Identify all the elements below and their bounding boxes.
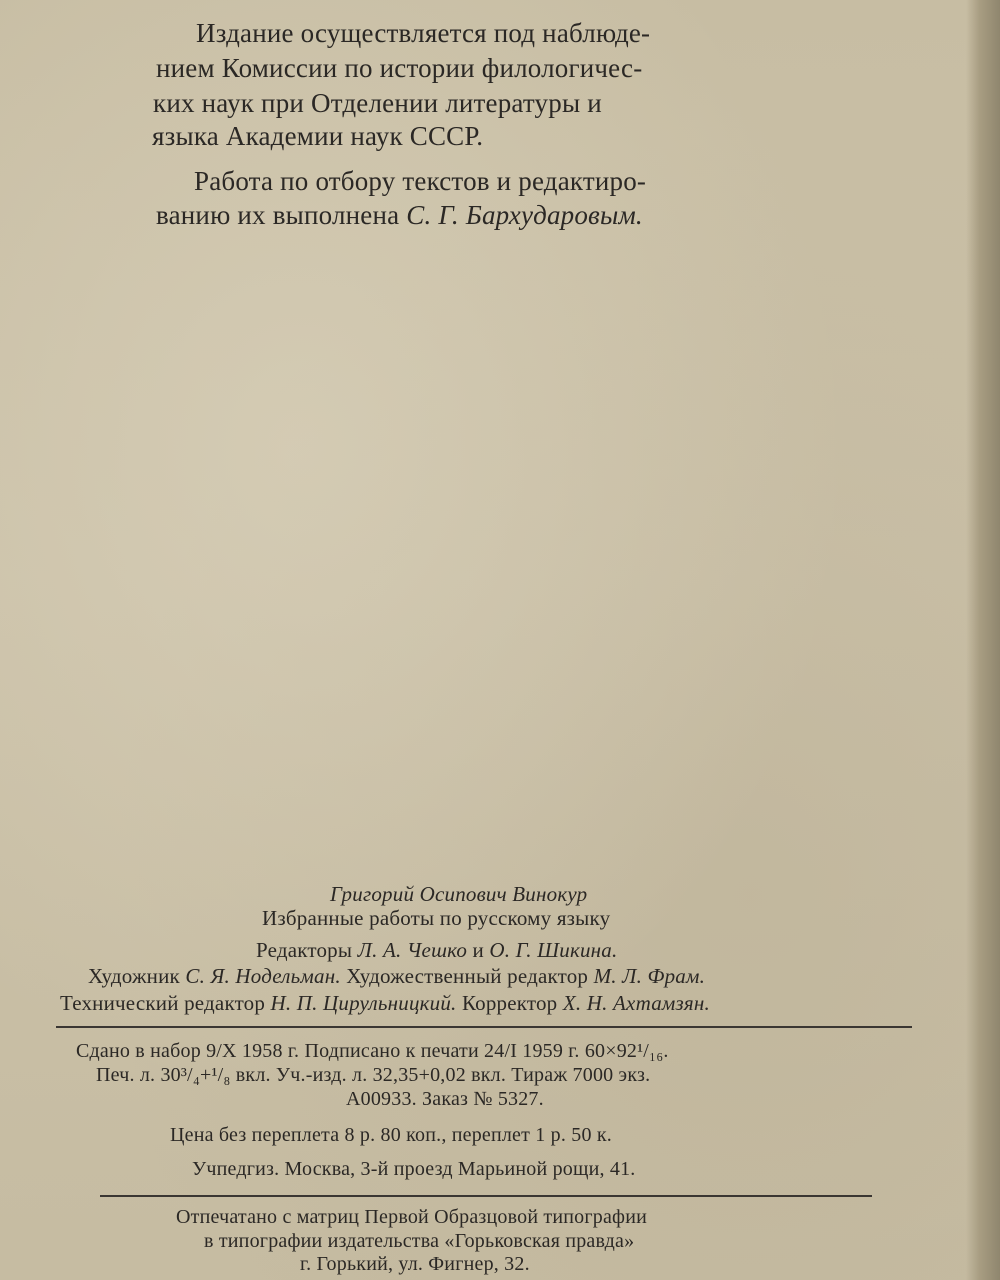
tech-editor-label: Технический редактор: [60, 991, 271, 1015]
printer-line-3: г. Горький, ул. Фигнер, 32.: [300, 1253, 530, 1275]
tech-editor-name: Н. П. Цирульницкий.: [270, 991, 457, 1015]
imprint-line-3: А00933. Заказ № 5327.: [346, 1088, 544, 1110]
corrector-label: Корректор: [456, 991, 563, 1015]
notice-line-4: языка Академии наук СССР.: [152, 121, 484, 151]
notice-line-2: нием Комиссии по истории филологичес-: [156, 53, 643, 83]
artist-label: Художник: [88, 964, 186, 988]
divider-top: [56, 1026, 912, 1028]
page-edge-shadow: [966, 0, 1000, 1280]
compiler-name: С. Г. Бархударовым.: [406, 200, 643, 230]
imprint-line-2: Печ. л. 30³/₄+¹/₈ вкл. Уч.-изд. л. 32,35+0,02 вкл. Тираж 7000 экз.: [96, 1064, 651, 1086]
corrector-name: Х. Н. Ахтамзян.: [562, 991, 710, 1015]
editors-line: [256, 938, 617, 963]
author-name: Григорий Осипович Винокур: [330, 882, 588, 906]
editors-label: Редакторы: [256, 938, 358, 962]
notice-line-5: Работа по отбору текстов и редактиро-: [194, 166, 647, 196]
editor-name-2: О. Г. Шикина.: [489, 938, 618, 962]
artist-line: [88, 964, 705, 989]
notice-line-1: Издание осуществляется под наблюде-: [196, 18, 651, 48]
book-title: Избранные работы по русскому языку: [262, 906, 611, 930]
publisher-address: Учпедгиз. Москва, 3-й проезд Марьиной рощи, 41.: [192, 1158, 636, 1180]
editor-name-1: Л. А. Чешко: [357, 938, 468, 962]
art-editor-name: М. Л. Фрам.: [593, 964, 706, 988]
notice-line-6-text: ванию их выполнена: [156, 200, 407, 230]
printer-line-1: Отпечатано с матриц Первой Образцовой типографии: [176, 1206, 648, 1228]
editors-and: и: [467, 938, 490, 962]
imprint-line-1: Сдано в набор 9/X 1958 г. Подписано к печати 24/I 1959 г. 60×92¹/₁₆.: [76, 1040, 669, 1062]
divider-bottom: [100, 1195, 872, 1197]
art-editor-label: Художественный редактор: [340, 964, 594, 988]
price-line: Цена без переплета 8 р. 80 коп., переплет 1 р. 50 к.: [170, 1124, 612, 1146]
notice-line-3: ких наук при Отделении литературы и: [153, 88, 602, 118]
tech-editor-line: [60, 991, 710, 1016]
notice-line-6: [156, 200, 643, 231]
artist-name: С. Я. Нодельман.: [185, 964, 341, 988]
printer-line-2: в типографии издательства «Горьковская правда»: [204, 1230, 635, 1252]
